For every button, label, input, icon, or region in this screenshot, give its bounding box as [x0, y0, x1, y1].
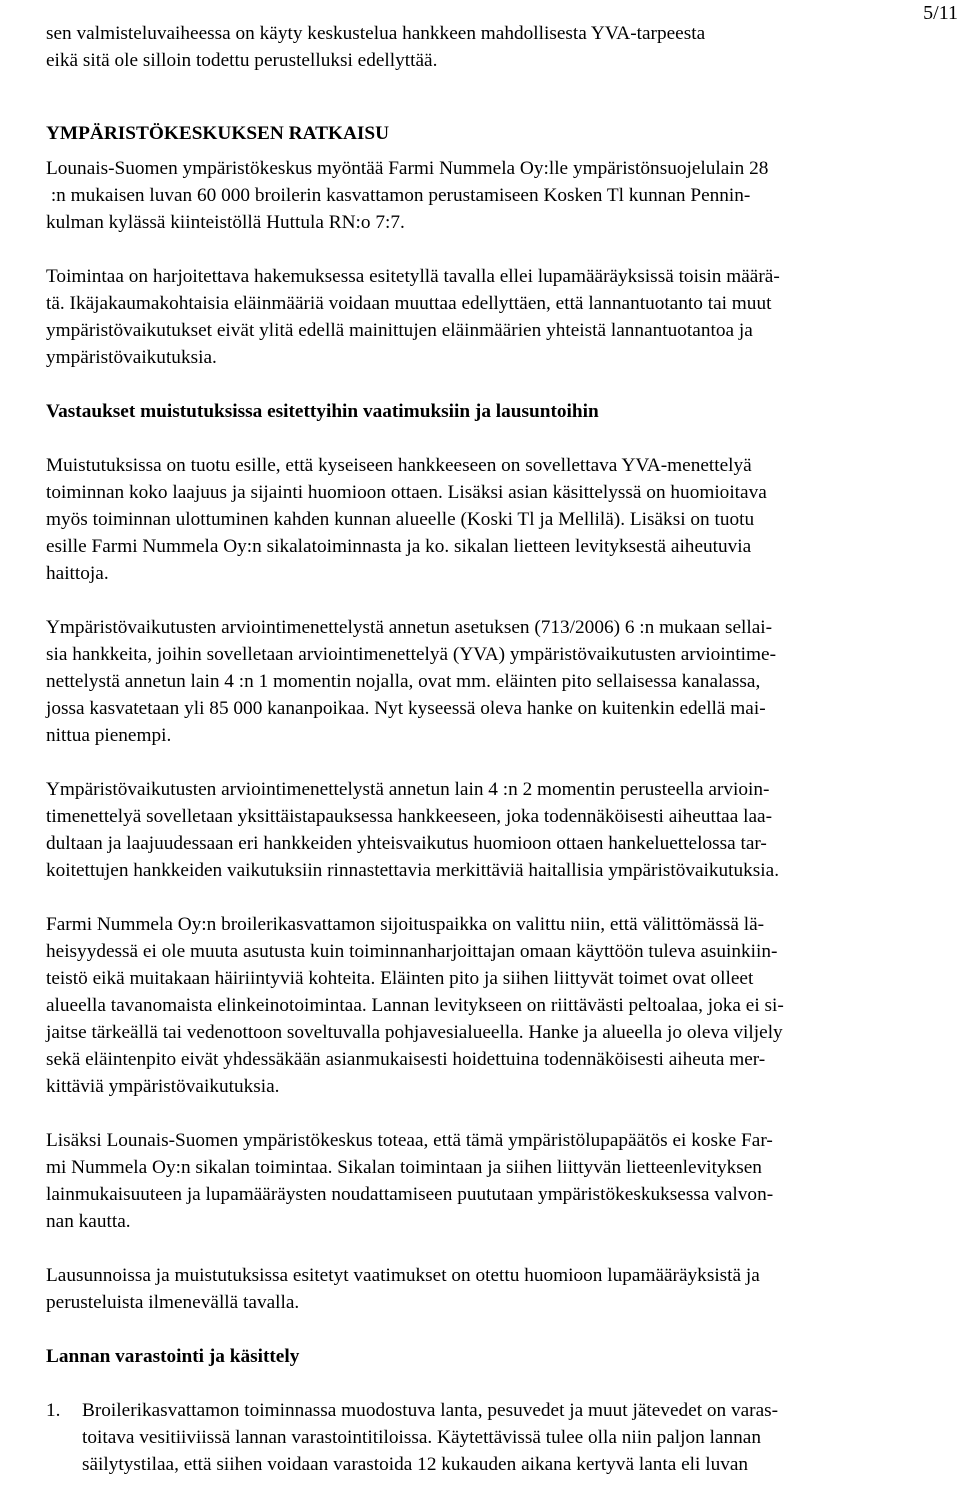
text-line: koitettujen hankkeiden vaikutuksiin rinnastettavia merkittäviä haitallisia ympäristövaikutuksia.: [46, 860, 780, 881]
list-item-number: 1.: [46, 1400, 61, 1421]
text-line: lainmukaisuuteen ja lupamääräysten noudattamiseen puututaan ympäristökeskuksessa valvon-: [46, 1184, 774, 1205]
responses-paragraph-1: [46, 452, 954, 587]
text-line: perusteluista ilmenevällä tavalla.: [46, 1292, 300, 1313]
text-line: Broilerikasvattamon toiminnassa muodostuva lanta, pesuvedet ja muut jätevedet on varas-: [82, 1400, 779, 1421]
text-line: Farmi Nummela Oy:n broilerikasvattamon sijoituspaikka on valittu niin, että välittömässä lä-: [46, 914, 765, 935]
responses-heading: Vastaukset muistutuksissa esitettyihin vaatimuksiin ja lausuntoihin: [46, 401, 599, 422]
text-line: alueella tavanomaista elinkeinotoimintaa. Lannan levitykseen on riittävästi peltoalaa, joka ei si-: [46, 995, 784, 1016]
intro-paragraph: [46, 20, 906, 74]
text-line: esille Farmi Nummela Oy:n sikalatoiminnasta ja ko. sikalan lietteen levityksestä aiheutuvia: [46, 536, 752, 557]
text-line: Muistutuksissa on tuotu esille, että kyseiseen hankkeeseen on sovellettava YVA-menettelyä: [46, 455, 752, 476]
responses-paragraph-4: [46, 911, 954, 1100]
text-line: nan kautta.: [46, 1211, 131, 1232]
text-line: sia hankkeita, joihin sovelletaan arviointimenettelyä (YVA) ympäristövaikutusten arviointime-: [46, 644, 777, 665]
text-line: timenettelyä sovelletaan yksittäistapauksessa hankkeeseen, joka todennäköisesti aiheuttaa laa-: [46, 806, 773, 827]
responses-paragraph-6: [46, 1262, 954, 1316]
text-line: nittua pienempi.: [46, 725, 172, 746]
text-line: eikä sitä ole silloin todettu perustelluksi edellyttää.: [46, 50, 438, 71]
text-line: kittäviä ympäristövaikutuksia.: [46, 1076, 280, 1097]
text-line: :n mukaisen luvan 60 000 broilerin kasvattamon perustamiseen Kosken Tl kunnan Pennin-: [46, 185, 751, 206]
text-line: kulman kylässä kiinteistöllä Huttula RN:o 7:7.: [46, 212, 405, 233]
text-line: myös toiminnan ulottuminen kahden kunnan alueelle (Koski Tl ja Mellilä). Lisäksi on tuotu: [46, 509, 755, 530]
responses-paragraph-3: [46, 776, 954, 884]
text-line: ympäristövaikutuksia.: [46, 347, 217, 368]
list-item: [46, 1397, 954, 1478]
text-line: Lausunnoissa ja muistutuksissa esitetyt vaatimukset on otettu huomioon lupamääräyksistä ja: [46, 1265, 760, 1286]
text-line: jaitse tärkeällä tai vedenottoon soveltuvalla pohjavesialueella. Hanke ja alueella jo oleva viljely: [46, 1022, 783, 1043]
text-line: säilytystilaa, että siihen voidaan varastoida 12 kukauden aikana kertyvä lanta eli luvan: [82, 1454, 749, 1475]
text-line: jossa kasvatetaan yli 85 000 kananpoikaa. Nyt kyseessä oleva hanke on kuitenkin edellä mai-: [46, 698, 766, 719]
text-line: ympäristövaikutukset eivät ylitä edellä mainittujen eläinmäärien yhteistä lannantuotantoa ja: [46, 320, 753, 341]
text-line: sekä eläintenpito eivät yhdessäkään asianmukaisesti hoidettuina todennäköisesti aiheuta mer-: [46, 1049, 766, 1070]
text-line: tä. Ikäjakaumakohtaisia eläinmääriä voidaan muuttaa edellyttäen, että lannantuotanto tai muut: [46, 293, 772, 314]
decision-paragraph-1: [46, 155, 954, 236]
document-body: [46, 20, 954, 1478]
text-line: haittoja.: [46, 563, 109, 584]
text-line: mi Nummela Oy:n sikalan toimintaa. Sikalan toimintaan ja siihen liittyvän lietteenlevityksen: [46, 1157, 762, 1178]
text-line: toiminnan koko laajuus ja sijainti huomioon ottaen. Lisäksi asian käsittelyssä on huomioitava: [46, 482, 767, 503]
text-line: toitava vesitiiviissä lannan varastointitiloissa. Käytettävissä tulee olla niin paljon lannan: [82, 1427, 761, 1448]
text-line: Lisäksi Lounais-Suomen ympäristökeskus toteaa, että tämä ympäristölupapäätös ei koske Far-: [46, 1130, 773, 1151]
responses-paragraph-5: [46, 1127, 954, 1235]
responses-paragraph-2: [46, 614, 954, 749]
main-heading: YMPÄRISTÖKESKUKSEN RATKAISU: [46, 123, 390, 144]
text-line: Toimintaa on harjoitettava hakemuksessa esitetyllä tavalla ellei lupamääräyksissä toisin määrä-: [46, 266, 780, 287]
text-line: nettelystä annetun lain 4 :n 1 momentin nojalla, ovat mm. eläinten pito sellaisessa kanalassa,: [46, 671, 761, 692]
text-line: teistö eikä muitakaan häiriintyviä kohteita. Eläinten pito ja siihen liittyvät toimet ovat olleet: [46, 968, 754, 989]
text-line: heisyydessä ei ole muuta asutusta kuin toiminnanharjoittajan omaan käyttöön tuleva asuinkiin-: [46, 941, 778, 962]
manure-heading: Lannan varastointi ja käsittely: [46, 1346, 300, 1367]
text-line: dultaan ja laajuudessaan eri hankkeiden yhteisvaikutus huomioon ottaen hankeluettelossa tar-: [46, 833, 767, 854]
text-line: Ympäristövaikutusten arviointimenettelystä annetun lain 4 :n 2 momentin perusteella arvioin-: [46, 779, 770, 800]
text-line: Lounais-Suomen ympäristökeskus myöntää Farmi Nummela Oy:lle ympäristönsuojelulain 28: [46, 158, 769, 179]
page-number: 5/11: [923, 2, 958, 24]
decision-paragraph-2: [46, 263, 954, 371]
text-line: Ympäristövaikutusten arviointimenettelystä annetun asetuksen (713/2006) 6 :n mukaan sellai-: [46, 617, 773, 638]
text-line: sen valmisteluvaiheessa on käyty keskustelua hankkeen mahdollisesta YVA-tarpeesta: [46, 23, 706, 44]
